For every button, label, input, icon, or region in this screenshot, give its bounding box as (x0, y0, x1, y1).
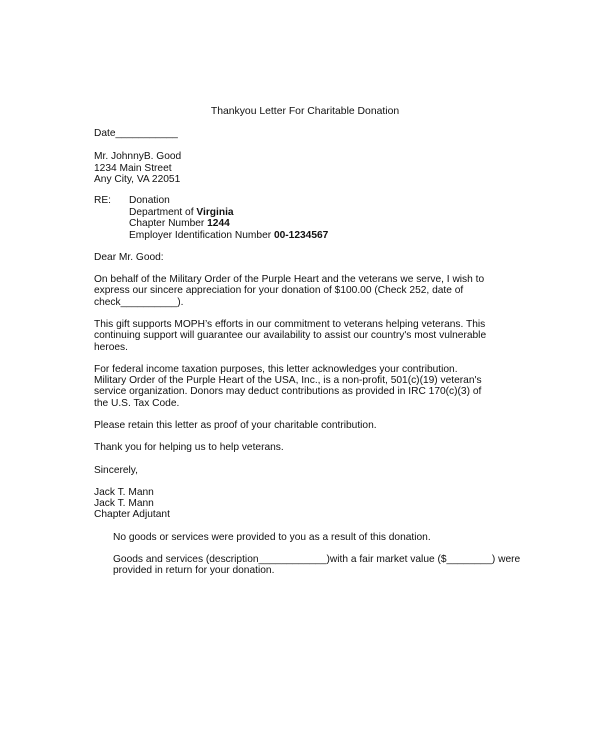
letter-title: Thankyou Letter For Charitable Donation (210, 106, 400, 117)
re-chapter (129, 218, 230, 229)
recipient-city: Any City, VA 22051 (94, 174, 181, 185)
para3-line: the U.S. Tax Code. (94, 398, 180, 409)
para5: Thank you for helping us to help veterans. (94, 442, 284, 453)
para3-line: service organization. Donors may deduct contributions as provided in IRC 170(c)(3) of (94, 386, 482, 397)
re-label: RE: (94, 195, 111, 206)
option-goods-line: Goods and services (description____________)with a fair market value ($________) were (113, 554, 521, 565)
signer-name: Jack T. Mann (94, 487, 154, 498)
re-ein-value: 00-1234567 (273, 230, 329, 241)
para3-line: For federal income taxation purposes, this letter acknowledges your contribution. (94, 364, 458, 375)
para2-line: continuing support will guarantee our availability to assist our country's most vulnerable (94, 330, 487, 341)
para2-line: heroes. (94, 342, 128, 353)
recipient-name: Mr. JohnnyB. Good (94, 151, 182, 162)
signer-name-repeat: Jack T. Mann (94, 498, 154, 509)
para1-line: express our sincere appreciation for your donation of $100.00 (Check 252, date of (94, 285, 464, 296)
re-ein-label: Employer Identification Number (129, 230, 274, 241)
para4: Please retain this letter as proof of your charitable contribution. (94, 420, 377, 431)
date-line: Date___________ (94, 128, 178, 139)
re-chapter-value: 1244 (207, 218, 230, 229)
re-ein (129, 230, 328, 241)
recipient-street: 1234 Main Street (94, 163, 172, 174)
salutation: Dear Mr. Good: (94, 252, 164, 263)
option-no-goods: No goods or services were provided to you as a result of this donation. (113, 532, 431, 543)
re-department (129, 207, 234, 218)
re-department-value: Virginia (196, 207, 234, 218)
re-subject: Donation (129, 195, 170, 206)
re-chapter-label: Chapter Number (129, 218, 208, 229)
para1-line: On behalf of the Military Order of the Purple Heart and the veterans we serve, I wish to (94, 274, 485, 285)
closing: Sincerely, (94, 465, 138, 476)
para1-line: check__________). (94, 297, 184, 308)
option-goods-line: provided in return for your donation. (113, 565, 275, 576)
para3-line: Military Order of the Purple Heart of the USA, Inc., is a non-profit, 501(c)(19) veteran's (94, 375, 482, 386)
signer-title: Chapter Adjutant (94, 509, 170, 520)
re-department-label: Department of (129, 207, 197, 218)
para2-line: This gift supports MOPH’s efforts in our commitment to veterans helping veterans. This (94, 319, 486, 330)
